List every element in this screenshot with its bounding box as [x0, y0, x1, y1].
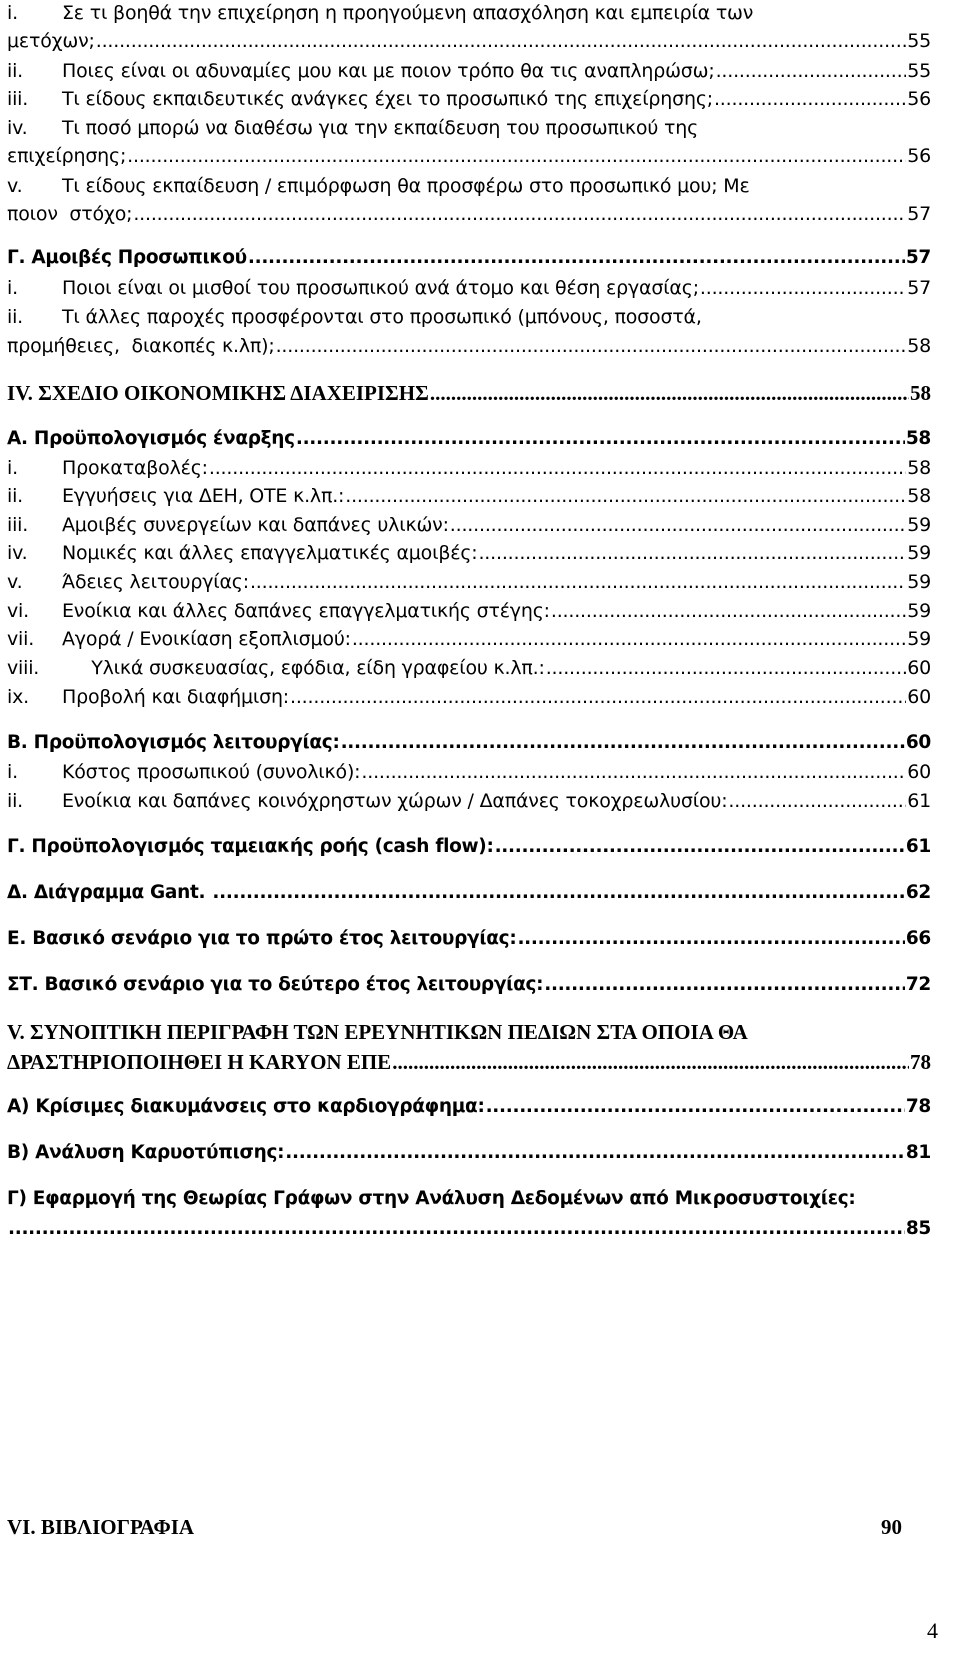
toc-leader-dots [716, 60, 907, 82]
toc-entry-line [7, 2, 931, 24]
toc-entry-text: Κόστος προσωπικού (συνολικό): [62, 761, 361, 783]
toc-entry-number: iii. [7, 88, 29, 110]
toc-leader-dots [276, 335, 907, 357]
toc-entry-text: επιχείρησης; [7, 145, 127, 167]
toc-leader-dots [250, 571, 906, 593]
toc-entry-line [7, 1020, 931, 1045]
bibliography-heading: VI. ΒΙΒΛΙΟΓΡΑΦΙΑ [7, 1515, 195, 1539]
toc-entry[interactable] [7, 1142, 931, 1163]
toc-entry[interactable] [7, 628, 931, 650]
toc-page-number: 78 [905, 1096, 931, 1117]
toc-entry[interactable] [7, 974, 931, 995]
toc-entry-number: ii. [7, 60, 23, 82]
toc-entry-number: i. [7, 277, 18, 299]
toc-entry[interactable] [7, 882, 931, 903]
toc-page-number: 56 [907, 88, 931, 110]
toc-leader-dots [212, 882, 904, 903]
toc-page-number: 61 [907, 790, 931, 812]
toc-page-number: 58 [907, 457, 931, 479]
toc-entry-number: i. [7, 457, 18, 479]
toc-page-number: 60 [907, 657, 931, 679]
toc-page-number: 66 [905, 928, 931, 949]
toc-entry-text: Ενοίκια και δαπάνες κοινόχρηστων χώρων / Δαπάνες τοκοχρεωλυσίου: [62, 790, 728, 812]
toc-entry-line [7, 1188, 931, 1209]
toc-page-number: 59 [907, 600, 931, 622]
toc-page-number: 57 [905, 247, 931, 268]
toc-entry-text: Β) Ανάλυση Καρυοτύπισης: [7, 1142, 285, 1163]
toc-leader-dots [551, 600, 906, 622]
toc-page-number: 61 [905, 836, 931, 857]
toc-entry-text: Τι ποσό μπορώ να διαθέσω για την εκπαίδευση του προσωπικού της [62, 117, 699, 139]
toc-leader-dots [352, 628, 906, 650]
toc-entry-number: viii. [7, 657, 40, 679]
toc-entry[interactable] [7, 428, 931, 449]
toc-page-number: 57 [907, 277, 931, 299]
toc-page-number: 72 [905, 974, 931, 995]
toc-entry-text: Α. Προϋπολογισμός έναρξης [7, 428, 295, 449]
toc-entry-text: Γ. Αμοιβές Προσωπικού [7, 247, 247, 268]
toc-entry-text: μετόχων; [7, 30, 95, 52]
toc-entry[interactable] [7, 88, 931, 110]
toc-entry[interactable] [7, 145, 931, 167]
toc-entry[interactable] [7, 1218, 931, 1239]
toc-entry[interactable] [7, 686, 931, 708]
toc-entry[interactable] [7, 485, 931, 507]
toc-entry-text: Προβολή και διαφήμιση: [62, 686, 289, 708]
page-number: 4 [927, 1618, 938, 1643]
toc-page-number: 85 [905, 1218, 931, 1239]
toc-entry-number: ii. [7, 790, 23, 812]
toc-leader-dots [486, 1096, 905, 1117]
toc-entry-number: i. [7, 2, 18, 24]
toc-entry-text: ΣΤ. Βασικό σενάριο για το δεύτερο έτος λειτουργίας: [7, 974, 544, 995]
toc-leader-dots [296, 428, 905, 449]
toc-page-number: 59 [907, 542, 931, 564]
toc-page-number: 62 [905, 882, 931, 903]
toc-page-number: 78 [910, 1050, 931, 1074]
toc-entry[interactable] [7, 542, 931, 564]
toc-entry[interactable] [7, 1096, 931, 1117]
toc-entry[interactable] [7, 571, 931, 593]
toc-entry-line [7, 117, 931, 139]
toc-leader-dots [544, 974, 905, 995]
toc-entry-text: Τι είδους εκπαίδευση / επιμόρφωση θα προσφέρω στο προσωπικό μου; Με [62, 175, 750, 197]
toc-entry[interactable] [7, 381, 931, 406]
toc-page-number: 58 [907, 335, 931, 357]
toc-entry-number: iv. [7, 117, 28, 139]
toc-page-number: 56 [907, 145, 931, 167]
toc-entry-text: Β. Προϋπολογισμός λειτουργίας: [7, 732, 340, 753]
toc-entry-number: ii. [7, 306, 23, 328]
toc-entry-line [7, 175, 931, 197]
toc-leader-dots [248, 247, 905, 268]
toc-entry-number: vii. [7, 628, 35, 650]
toc-leader-dots [546, 657, 907, 679]
toc-entry-text: Εγγυήσεις για ΔΕΗ, ΟΤΕ κ.λπ.: [62, 485, 345, 507]
toc-entry-text: Ποιοι είναι οι μισθοί του προσωπικού ανά άτομο και θέση εργασίας; [62, 277, 699, 299]
toc-entry[interactable] [7, 928, 931, 949]
toc-entry-line [7, 306, 931, 328]
toc-leader-dots [133, 203, 906, 225]
toc-page-number: 60 [907, 761, 931, 783]
toc-entry[interactable] [7, 732, 931, 753]
toc-page-number: 81 [905, 1142, 931, 1163]
toc-leader-dots [700, 277, 906, 299]
toc-page-number: 55 [907, 60, 931, 82]
toc-entry[interactable] [7, 761, 931, 783]
toc-leader-dots [361, 761, 906, 783]
toc-leader-dots [450, 514, 906, 536]
toc-page-number: 59 [907, 571, 931, 593]
toc-leader-dots [209, 457, 906, 479]
toc-page-number: 58 [910, 381, 931, 405]
toc-leader-dots [341, 732, 905, 753]
toc-leader-dots [8, 1218, 905, 1239]
toc-entry-text: Ε. Βασικό σενάριο για το πρώτο έτος λειτουργίας: [7, 928, 517, 949]
toc-leader-dots [495, 836, 905, 857]
toc-entry-number: ii. [7, 485, 23, 507]
toc-page-number: 58 [907, 485, 931, 507]
toc-entry-number: iv. [7, 542, 28, 564]
toc-page-number: 59 [907, 514, 931, 536]
toc-entry-text: V. ΣΥΝΟΠΤΙΚΗ ΠΕΡΙΓΡΑΦΗ ΤΩΝ ΕΡΕΥΝΗΤΙΚΩΝ ΠΕΔΙΩΝ ΣΤΑ ΟΠΟΙΑ ΘΑ [7, 1020, 748, 1044]
toc-leader-dots [392, 1050, 909, 1075]
toc-page-number: 59 [907, 628, 931, 650]
toc-entry[interactable] [7, 514, 931, 536]
toc-entry-number: vi. [7, 600, 29, 622]
toc-entry-text: Νομικές και άλλες επαγγελματικές αμοιβές: [62, 542, 478, 564]
toc-entry[interactable] [7, 203, 931, 225]
toc-entry[interactable] [7, 30, 931, 52]
toc-entry-text: Ποιες είναι οι αδυναμίες μου και με ποιον τρόπο θα τις αναπληρώσω; [62, 60, 715, 82]
toc-page-number: 57 [907, 203, 931, 225]
toc-entry-number: ix. [7, 686, 29, 708]
toc-leader-dots [127, 145, 906, 167]
toc-entry-text: Αμοιβές συνεργείων και δαπάνες υλικών: [62, 514, 449, 536]
toc-page-number: 60 [907, 686, 931, 708]
toc-leader-dots [285, 1142, 905, 1163]
toc-entry-text: Άδειες λειτουργίας: [62, 571, 249, 593]
toc-entry-text: Προκαταβολές: [62, 457, 208, 479]
toc-entry-text: IV. ΣΧΕΔΙΟ ΟΙΚΟΝΟΜΙΚΗΣ ΔΙΑΧΕΙΡΙΣΗΣ [7, 381, 429, 405]
toc-entry[interactable] [7, 657, 931, 679]
toc-entry[interactable] [7, 247, 931, 268]
toc-leader-dots [96, 30, 906, 52]
toc-entry-text: Υλικά συσκευασίας, εφόδια, είδη γραφείου κ.λπ.: [62, 657, 545, 679]
toc-entry-text: Δ. Διάγραμμα Gant. [7, 882, 212, 903]
toc-entry[interactable] [7, 457, 931, 479]
toc-leader-dots [430, 381, 909, 406]
toc-entry[interactable] [7, 277, 931, 299]
toc-entry-text: Τι άλλες παροχές προσφέρονται στο προσωπικό (μπόνους, ποσοστά, [62, 306, 702, 328]
toc-entry[interactable] [7, 60, 931, 82]
toc-entry-text: Α) Κρίσιμες διακυμάνσεις στο καρδιογράφημα: [7, 1096, 485, 1117]
toc-entry-text: Γ) Εφαρμογή της Θεωρίας Γράφων στην Ανάλυση Δεδομένων από Μικροσυστοιχίες: [7, 1188, 856, 1209]
toc-entry-text: ΔΡΑΣΤΗΡΙΟΠΟΙΗΘΕΙ Η KARYON ΕΠΕ [7, 1050, 392, 1074]
toc-leader-dots [728, 790, 906, 812]
toc-entry[interactable] [7, 1050, 931, 1075]
toc-entry-text: Ενοίκια και άλλες δαπάνες επαγγελματικής στέγης: [62, 600, 550, 622]
toc-entry-number: v. [7, 571, 23, 593]
toc-entry[interactable] [7, 836, 931, 857]
toc-entry[interactable] [7, 790, 931, 812]
toc-entry-number: v. [7, 175, 23, 197]
toc-page-number: 58 [905, 428, 931, 449]
toc-leader-dots [290, 686, 906, 708]
toc-page-number: 55 [907, 30, 931, 52]
toc-entry-text: Γ. Προϋπολογισμός ταμειακής ροής (cash flow): [7, 836, 494, 857]
toc-leader-dots [478, 542, 906, 564]
toc-entry-text: προμήθειες, διακοπές κ.λπ); [7, 335, 275, 357]
toc-entry-text: ποιον στόχο; [7, 203, 133, 225]
toc-entry-number: iii. [7, 514, 29, 536]
toc-entry-text: Αγορά / Ενοικίαση εξοπλισμού: [62, 628, 351, 650]
toc-leader-dots [517, 928, 904, 949]
toc-page-number: 60 [905, 732, 931, 753]
toc-entry-number: i. [7, 761, 18, 783]
bibliography-page: 90 [881, 1515, 902, 1539]
toc-entry-text: Τι είδους εκπαιδευτικές ανάγκες έχει το προσωπικό της επιχείρησης; [62, 88, 713, 110]
toc-entry-text: Σε τι βοηθά την επιχείρηση η προηγούμενη απασχόληση και εμπειρία των [62, 2, 754, 24]
toc-leader-dots [345, 485, 906, 507]
toc-entry[interactable] [7, 600, 931, 622]
toc-entry[interactable] [7, 335, 931, 357]
toc-leader-dots [714, 88, 906, 110]
